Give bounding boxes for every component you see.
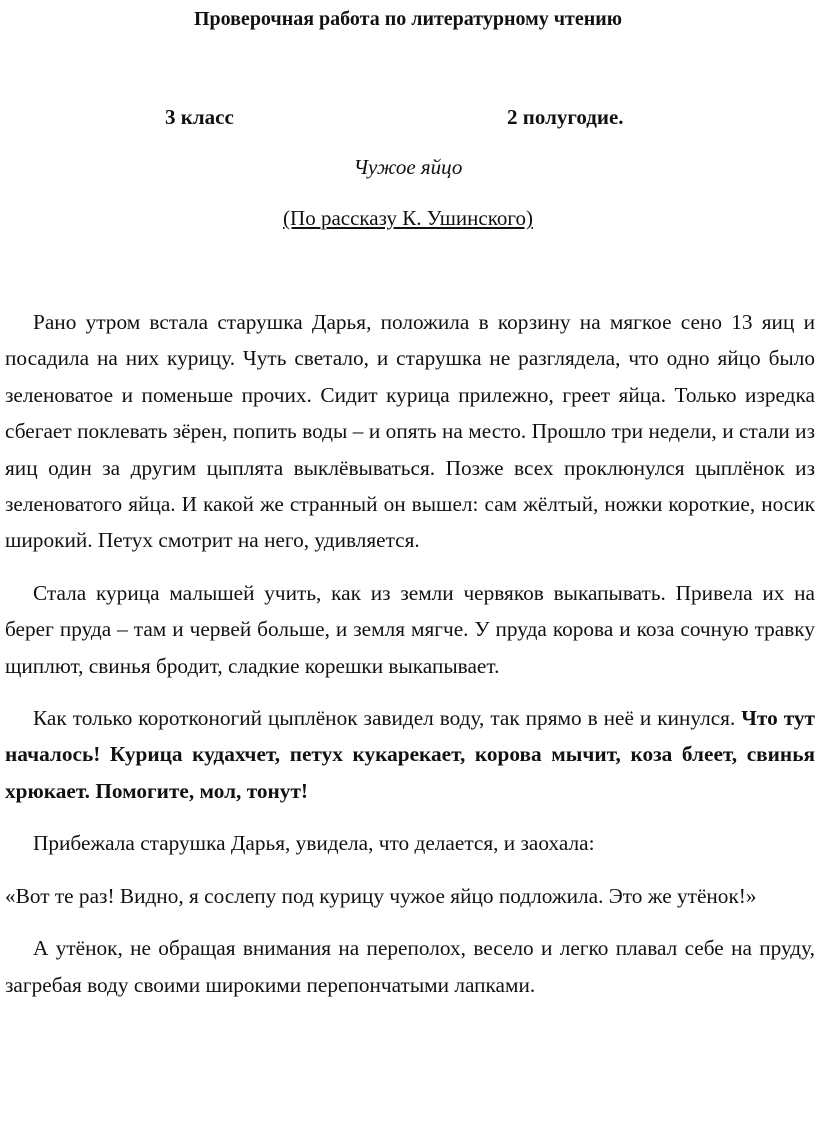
paragraph-4: Прибежала старушка Дарья, увидела, что делается, и заохала:: [33, 831, 595, 856]
paragraph-3: [5, 700, 815, 809]
paragraph-3-plain: Как только коротконогий цыплёнок завидел воду, так прямо в неё и кинулся.: [33, 706, 736, 731]
paragraph-3-bold: Что тут началось! Курица кудахчет, петух кукарекает, корова мычит, коза блеет, свинья хрюкает. Помогите, мол, тонут!: [5, 706, 815, 803]
story-source-text: (По рассказу К. Ушинского): [283, 206, 533, 230]
worksheet-title: Проверочная работа по литературному чтению: [193, 8, 623, 30]
paragraph-1: Рано утром встала старушка Дарья, положила в корзину на мягкое сено 13 яиц и посадила на них курицу. Чуть светало, и старушка не разглядела, что одно яйцо было зеленоватое и поменьше прочих. Сидит курица прилежно, греет яйца. Только изредка сбегает поклевать зёрен, попить воды – и опять на место. Прошло три недели, и стали из яиц один за другим цыплята выклёвываться. Позже всех проклюнулся цыплёнок из зеленоватого яйца. И какой же странный он вышел: сам жёлтый, ножки короткие, носик широкий. Петух смотрит на него, удивляется.: [5, 310, 815, 553]
paragraph-2: Стала курица малышей учить, как из земли червяков выкапывать. Привела их на берег пруда – там и червей больше, и земля мягче. У пруда корова и коза сочную травку щиплют, свинья бродит, сладкие корешки выкапывает.: [5, 580, 815, 678]
story-title: Чужое яйцо: [353, 155, 463, 179]
story-body: [5, 304, 815, 1003]
grade-label: 3 класс: [165, 105, 234, 129]
paragraph-5-quote: «Вот те раз! Видно, я сослепу под курицу чужое яйцо подложила. Это же утёнок!»: [5, 883, 757, 908]
half-year-label: 2 полугодие.: [507, 105, 624, 129]
story-source: [0, 206, 816, 231]
paragraph-6: А утёнок, не обращая внимания на переполох, весело и легко плавал себе на пруду, загребая воду своими широкими перепончатыми лапками.: [5, 936, 815, 997]
